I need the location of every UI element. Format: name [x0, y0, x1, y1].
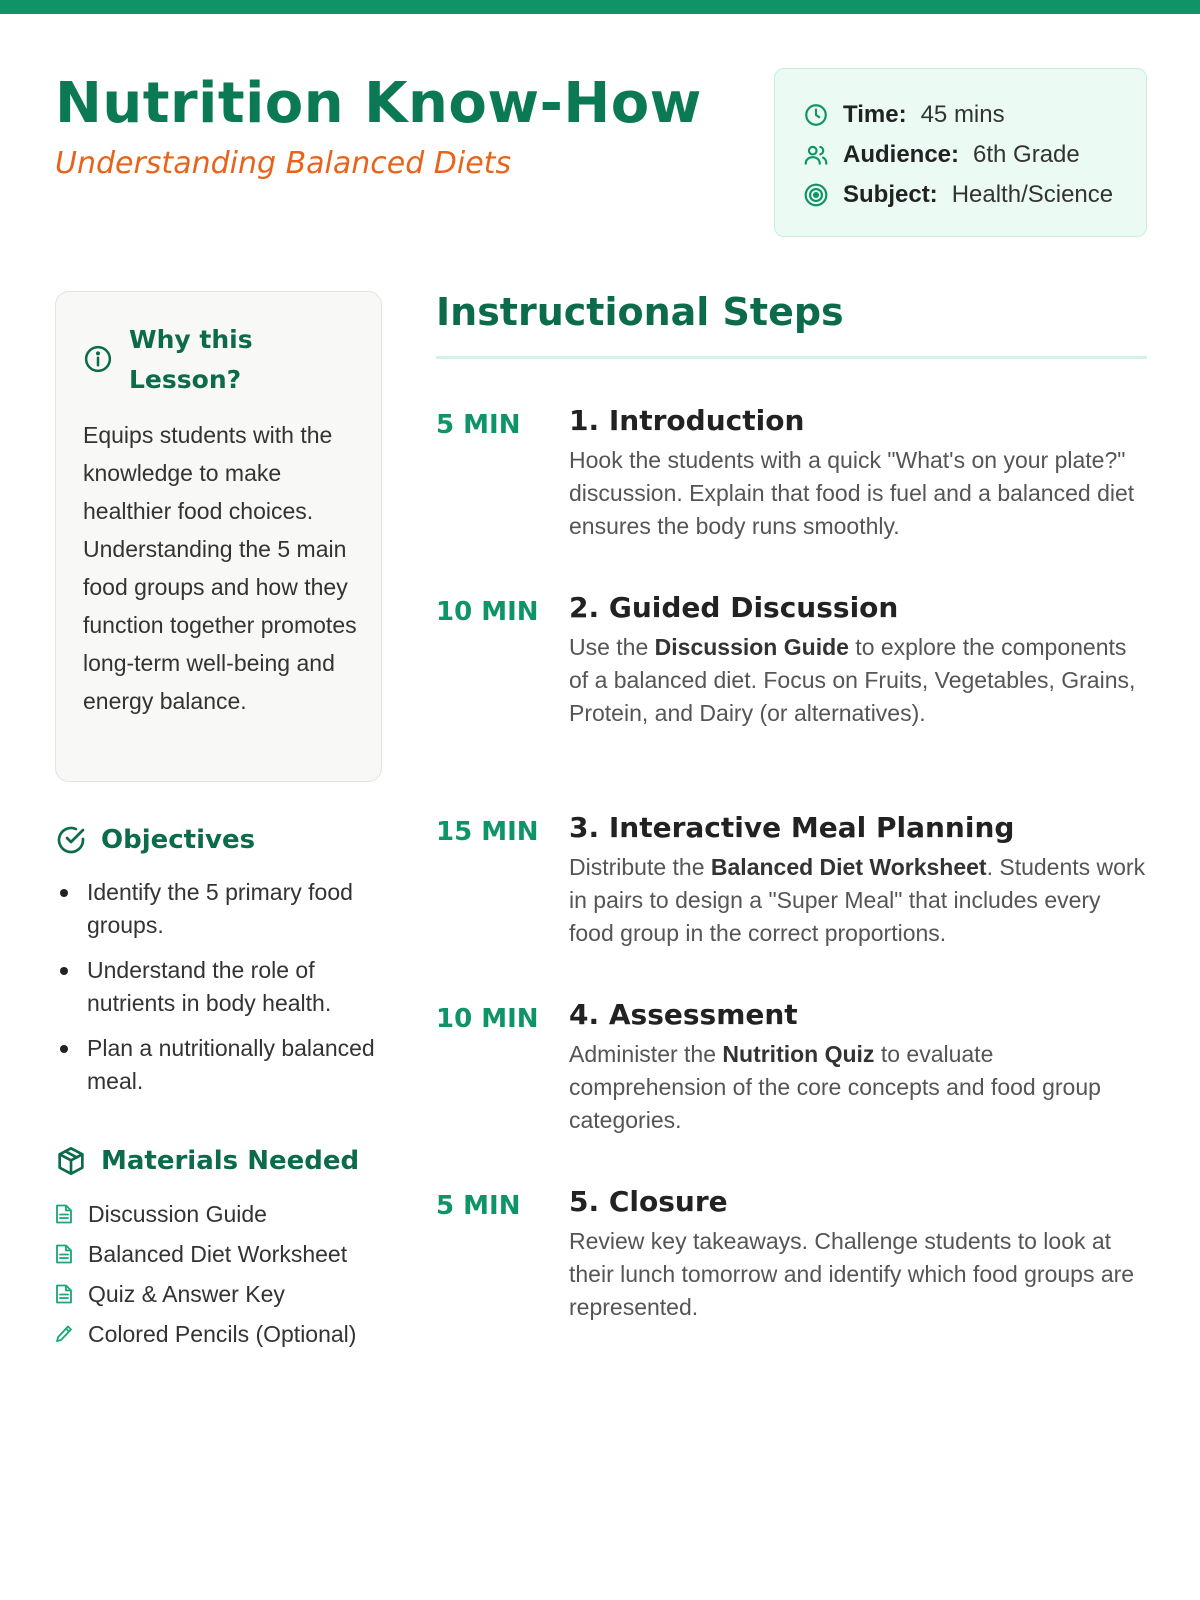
step-desc-text: to evaluate comprehension of the core concepts and food group categories.: [569, 1041, 1101, 1133]
step-time: 5 MIN: [436, 410, 521, 440]
step-title: 1. Introduction: [569, 404, 805, 437]
step-item: [436, 589, 1147, 730]
bullet-dot: [60, 1045, 68, 1053]
step-desc-text: to explore the components of a balanced diet. Focus on Fruits, Vegetables, Grains, Protein, and Dairy (or alternatives).: [569, 634, 1136, 726]
step-time: 10 MIN: [436, 597, 539, 627]
list-item: [60, 876, 400, 942]
package-icon: [55, 1145, 87, 1177]
list-item: [55, 1234, 356, 1274]
step-description: [569, 1038, 1147, 1137]
step-body: [569, 402, 1147, 543]
page-header: [55, 70, 702, 182]
target-icon: [803, 182, 829, 208]
step-title: 4. Assessment: [569, 998, 798, 1031]
meta-subject: [803, 175, 1146, 215]
info-icon: [83, 344, 113, 374]
objectives-list: [60, 876, 400, 1110]
document-icon: [55, 1284, 73, 1304]
materials-title: Materials Needed: [101, 1146, 360, 1176]
list-item: [60, 1032, 400, 1098]
meta-audience: [803, 135, 1146, 175]
list-item: [60, 954, 400, 1020]
meta-audience-label: Audience:: [843, 141, 960, 168]
top-accent-bar: [0, 0, 1200, 14]
why-lesson-card: [55, 291, 382, 782]
step-desc-text: Hook the students with a quick "What's on your plate?" discussion. Explain that food is fuel and a balanced diet ensures the body runs smoothly.: [569, 447, 1135, 539]
page-subtitle: Understanding Balanced Diets: [55, 146, 512, 181]
page-title: Nutrition Know-How: [55, 71, 702, 136]
step-body: [569, 1183, 1147, 1324]
meta-subject-value: Health/Science: [951, 181, 1114, 208]
meta-time-label: Time:: [843, 101, 907, 128]
objectives-title: Objectives: [101, 825, 256, 855]
step-title: 2. Guided Discussion: [569, 591, 899, 624]
step-desc-bold: Discussion Guide: [654, 634, 849, 660]
step-desc-bold: Nutrition Quiz: [722, 1041, 875, 1067]
meta-time: [803, 95, 1146, 135]
why-lesson-title: Why this Lesson?: [129, 325, 253, 394]
step-description: [569, 851, 1147, 950]
step-time: 10 MIN: [436, 1004, 539, 1034]
step-description: [569, 444, 1147, 543]
step-item: [436, 996, 1147, 1137]
material-text: Quiz & Answer Key: [88, 1280, 285, 1307]
step-title: 3. Interactive Meal Planning: [569, 811, 1015, 844]
bullet-dot: [60, 967, 68, 975]
materials-heading: [55, 1145, 359, 1177]
step-desc-text: Distribute the: [569, 854, 711, 880]
meta-audience-value: 6th Grade: [973, 141, 1080, 168]
step-item: [436, 1183, 1147, 1324]
step-desc-text: Administer the: [569, 1041, 723, 1067]
step-body: [569, 996, 1147, 1137]
check-circle-icon: [55, 824, 87, 856]
list-item: [55, 1194, 356, 1234]
material-text: Balanced Diet Worksheet: [88, 1240, 348, 1267]
list-item: [55, 1274, 356, 1314]
step-time: 15 MIN: [436, 817, 539, 847]
step-time: 5 MIN: [436, 1191, 521, 1221]
step-item: [436, 809, 1147, 950]
materials-list: [55, 1194, 356, 1354]
objectives-heading: [55, 824, 255, 856]
meta-subject-label: Subject:: [843, 181, 938, 208]
material-text: Colored Pencils (Optional): [88, 1320, 357, 1347]
step-item: [436, 402, 1147, 543]
bullet-dot: [60, 889, 68, 897]
objective-text: Identify the 5 primary food groups.: [87, 879, 353, 938]
step-body: [569, 589, 1147, 730]
lesson-meta-card: [774, 68, 1147, 237]
pencil-icon: [55, 1324, 73, 1344]
step-desc-text: Use the: [569, 634, 655, 660]
step-title: 5. Closure: [569, 1185, 728, 1218]
step-desc-text: . Students work in pairs to design a "Super Meal" that includes every food group in the correct proportions.: [569, 854, 1146, 946]
why-lesson-text: Equips students with the knowledge to make healthier food choices. Understanding the 5 main food groups and how they function together promotes long-term well-being and energy balance.: [83, 422, 357, 714]
step-desc-bold: Balanced Diet Worksheet: [710, 854, 987, 880]
step-body: [569, 809, 1147, 950]
steps-title: Instructional Steps: [436, 290, 844, 334]
document-icon: [55, 1204, 73, 1224]
step-desc-text: Review key takeaways. Challenge students to look at their lunch tomorrow and identify which food groups are represented.: [569, 1228, 1135, 1320]
meta-time-value: 45 mins: [920, 101, 1005, 128]
objective-text: Plan a nutritionally balanced meal.: [87, 1035, 375, 1094]
document-icon: [55, 1244, 73, 1264]
step-description: [569, 1225, 1147, 1324]
clock-icon: [803, 102, 829, 128]
step-description: [569, 631, 1147, 730]
users-icon: [803, 142, 829, 168]
steps-divider: [436, 356, 1147, 359]
why-lesson-header: [83, 320, 359, 400]
objective-text: Understand the role of nutrients in body health.: [87, 957, 332, 1016]
list-item: [55, 1314, 356, 1354]
material-text: Discussion Guide: [88, 1200, 267, 1227]
